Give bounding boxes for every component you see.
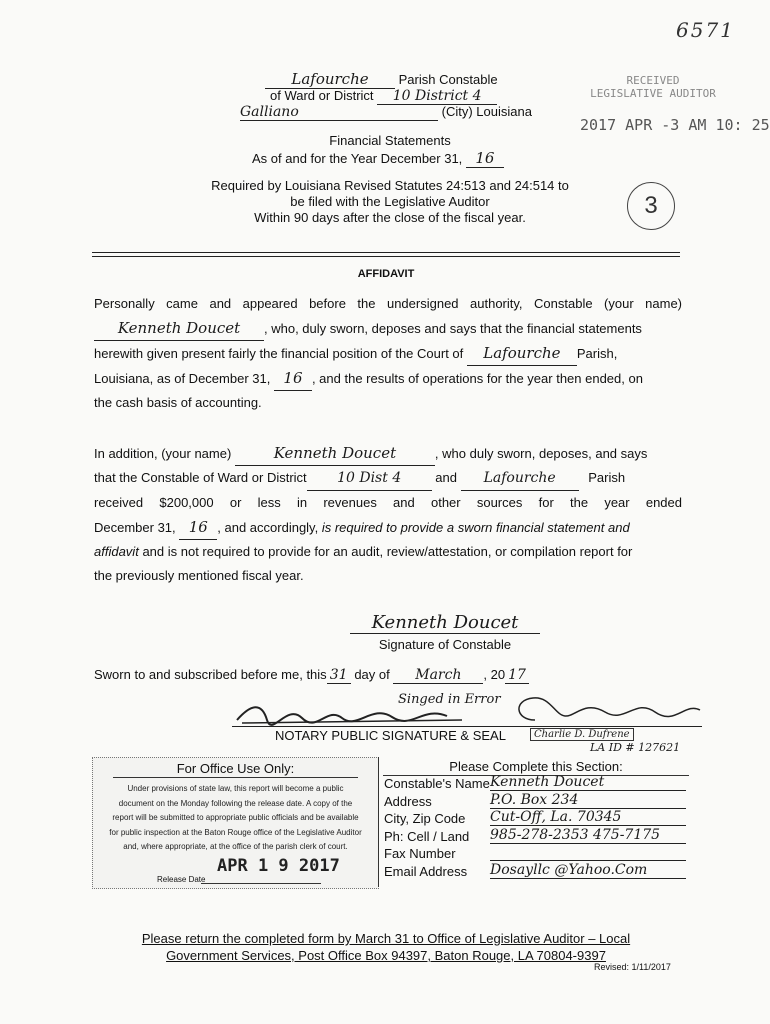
office-use-box: [92, 757, 379, 889]
footer-revised: Revised: 1/11/2017: [594, 962, 671, 972]
release-date-line: [201, 883, 321, 884]
notary-signature-scribble: [232, 698, 472, 728]
affidavit-p2-a: In addition, (your name): [94, 446, 232, 461]
affidavit-p2-line3: [94, 491, 682, 515]
circled-number: [627, 182, 675, 230]
affidavit-p2-f: received $200,000 or less in revenues and other sources for the year ended: [94, 495, 682, 510]
corner-number: 6571: [676, 18, 735, 42]
header-ward-line: [270, 88, 497, 105]
sworn-c: , 20: [483, 667, 506, 682]
header-parish-label: Parish Constable: [398, 72, 498, 87]
received-stamp-date: 2017 APR -3 AM 10: 25: [580, 116, 770, 134]
sworn-a: Sworn to and subscribed before me, this: [94, 667, 327, 682]
affidavit-p1-year-hand: 16: [274, 366, 312, 391]
complete-field-value[interactable]: P.O. Box 234: [490, 792, 686, 809]
complete-field-row: [384, 826, 684, 846]
header-req-line2: be filed with the Legislative Auditor: [290, 194, 490, 209]
complete-section: [378, 757, 689, 887]
notary-label: NOTARY PUBLIC SIGNATURE & SEAL: [275, 728, 506, 743]
notary-seal-name: Charlie D. Dufrene: [530, 728, 634, 741]
header-ward-label: of Ward or District: [270, 88, 374, 103]
complete-field-row: [384, 846, 684, 863]
affidavit-p1-line2: [94, 316, 682, 341]
received-stamp: [588, 74, 718, 100]
affidavit-p1-parish-hand: Lafourche: [467, 341, 577, 366]
header-fs-asof: As of and for the Year December 31,: [252, 151, 463, 166]
affidavit-p2-line1: [94, 441, 682, 466]
release-date-label: Release Date: [157, 875, 206, 884]
complete-field-row: [384, 811, 684, 828]
header-city-label: (City) Louisiana: [441, 104, 532, 119]
footer-line2: Government Services, Post Office Box 94397, Baton Rouge, LA 70804-9397: [166, 948, 606, 963]
affidavit-p2-line2: [94, 466, 682, 491]
affidavit-p1-b: , who, duly sworn, deposes and says that the financial statements: [264, 321, 642, 336]
office-text-l3: report will be submitted to appropriate public officials and be available: [112, 813, 359, 822]
complete-field-value[interactable]: [490, 844, 686, 861]
affidavit-p2-ward-hand: 10 Dist 4: [307, 466, 432, 491]
complete-field-value[interactable]: Cut-Off, La. 70345: [490, 809, 686, 826]
complete-field-value[interactable]: Kenneth Doucet: [490, 774, 686, 791]
constable-signature: Kenneth Doucet: [350, 612, 540, 634]
affidavit-p1-g: the cash basis of accounting.: [94, 395, 262, 410]
affidavit-p2-l: the previously mentioned fiscal year.: [94, 568, 304, 583]
affidavit-p2-parish-hand: Lafourche: [461, 466, 579, 491]
header-divider: [92, 252, 680, 257]
header-year-hand: 16: [466, 149, 504, 168]
affidavit-p2-year-hand: 16: [179, 515, 217, 540]
office-text-l2: document on the Monday following the release date. A copy of the: [118, 798, 353, 808]
affidavit-p1-d: Parish,: [576, 346, 618, 361]
affidavit-paragraph-1: [94, 292, 682, 415]
release-date-stamp: APR 1 9 2017: [217, 856, 340, 876]
complete-field-label: Ph: Cell / Land: [384, 828, 470, 844]
header-req-line3: Within 90 days after the close of the fiscal year.: [254, 210, 526, 225]
complete-field-label: Constable's Name: [384, 776, 490, 791]
sworn-month-hand: March: [393, 667, 483, 684]
affidavit-p1-line3: [94, 341, 682, 366]
affidavit-p1-a: Personally came and appeared before the undersigned authority, Constable (your name): [94, 296, 682, 311]
footer-instructions: [92, 930, 680, 964]
header-city-hand: Galliano: [240, 104, 438, 121]
affidavit-p2-line5: [94, 540, 682, 564]
complete-field-row: [384, 791, 684, 811]
complete-title: Please Complete this Section:: [383, 757, 689, 776]
affidavit-p2-h: , and accordingly,: [217, 520, 319, 535]
affidavit-p2-name-hand: Kenneth Doucet: [235, 441, 435, 466]
affidavit-p1-e: Louisiana, as of December 31,: [94, 371, 271, 386]
received-stamp-line1: RECEIVED: [626, 74, 680, 87]
complete-field-label: City, Zip Code: [384, 811, 466, 826]
header-city-line: [240, 104, 532, 121]
notary-seal-scribble: [505, 690, 705, 730]
affidavit-p2-line6: [94, 564, 682, 588]
office-text-l5: and, where appropriate, at the office of the parish clerk of court.: [123, 842, 348, 851]
office-use-text: [93, 782, 378, 855]
complete-field-row: [384, 861, 684, 881]
affidavit-p2-d: and: [435, 470, 457, 485]
complete-field-label: Email Address: [384, 863, 468, 879]
office-text-l4: for public inspection at the Baton Rouge office of the Legislative Auditor: [109, 827, 362, 837]
sworn-year-hand: 17: [505, 667, 529, 684]
footer-line1: Please return the completed form by March 31 to Office of Legislative Auditor – Local: [141, 931, 631, 946]
affidavit-p1-f: , and the results of operations for the year then ended, on: [311, 371, 643, 386]
complete-field-row: [384, 776, 684, 793]
affidavit-p1-line5: [94, 391, 682, 415]
affidavit-p2-c: that the Constable of Ward or District: [94, 470, 307, 485]
affidavit-p2-i: is required to provide a sworn financial statement and: [321, 520, 630, 535]
affidavit-p1-line1: [94, 292, 682, 316]
notary-signature-svg: [232, 698, 472, 728]
sworn-line: [94, 667, 529, 684]
affidavit-p2-e: Parish: [588, 470, 626, 485]
notary-seal-id: LA ID # 127621: [590, 741, 681, 754]
complete-field-label: Fax Number: [384, 846, 456, 861]
complete-field-value[interactable]: 985-278-2353 475-7175: [490, 827, 686, 844]
constable-signature-label: Signature of Constable: [378, 637, 512, 652]
complete-field-label: Address: [384, 793, 432, 809]
affidavit-title: AFFIDAVIT: [357, 268, 415, 280]
affidavit-p1-name-hand: Kenneth Doucet: [94, 316, 264, 341]
header-parish-line: [265, 70, 498, 89]
affidavit-p2-j: affidavit: [94, 544, 139, 559]
sworn-day-hand: 31: [327, 667, 351, 684]
circled-number-text: 3: [644, 192, 658, 219]
affidavit-p1-line4: [94, 366, 682, 391]
notary-signature-line: [232, 726, 702, 727]
affidavit-p2-k: and is not required to provide for an audit, review/attestation, or compilation report for: [142, 544, 633, 559]
office-text-l1: Under provisions of state law, this report will become a public: [127, 784, 344, 793]
header-requirements: [180, 178, 600, 226]
affidavit-p2-b: , who duly sworn, deposes, and says: [434, 446, 648, 461]
affidavit-p1-c: herewith given present fairly the financial position of the Court of: [94, 346, 464, 361]
affidavit-p2-g: December 31,: [94, 520, 176, 535]
header-fs-asof-line: [252, 149, 504, 168]
sworn-b: day of: [354, 667, 390, 682]
header-req-line1: Required by Louisiana Revised Statutes 24:513 and 24:514 to: [211, 178, 569, 193]
complete-field-value[interactable]: Dosayllc @Yahoo.Com: [490, 862, 686, 879]
notary-seal-svg: [505, 690, 705, 730]
affidavit-p2-line4: [94, 515, 682, 540]
received-stamp-line2: LEGISLATIVE AUDITOR: [590, 87, 716, 100]
header-ward-hand: 10 District 4: [377, 88, 497, 105]
affidavit-paragraph-2: [94, 441, 682, 588]
signed-in-error-note: Singed in Error: [398, 692, 501, 707]
office-use-title: For Office Use Only:: [113, 761, 358, 778]
header-parish-hand: Lafourche: [265, 70, 395, 89]
header-fs-title: Financial Statements: [329, 133, 451, 148]
